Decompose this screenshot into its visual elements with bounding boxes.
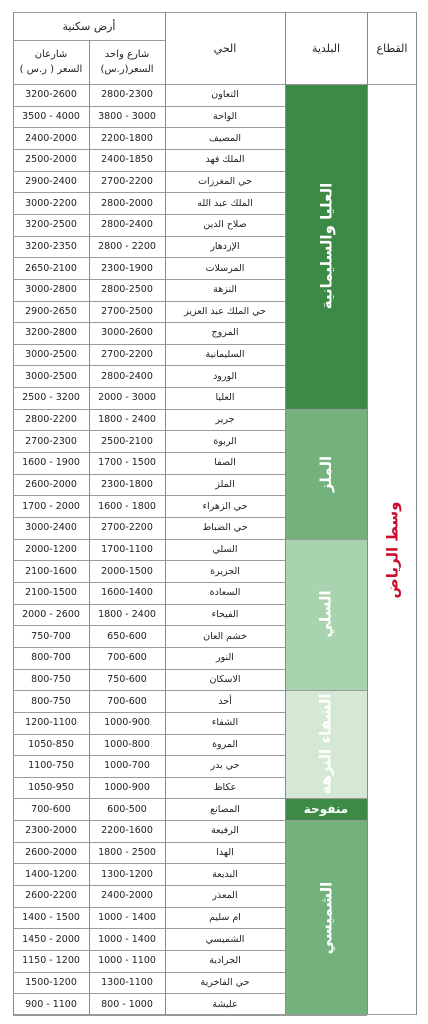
district-cell: الشميسي xyxy=(205,933,245,945)
price-two-streets-cell: 3200-2800 xyxy=(25,327,77,339)
municipality-2 xyxy=(285,409,367,539)
grid-line xyxy=(13,192,285,193)
price-one-street-cell: 1000-900 xyxy=(104,782,150,794)
price-two-streets-cell: 3200-2500 xyxy=(25,219,77,231)
price-two-streets-cell: 2000-1200 xyxy=(25,543,77,555)
price-one-street-cell: 1000 - 800 xyxy=(101,998,153,1010)
municipality-3 xyxy=(285,539,367,691)
grid-line xyxy=(13,517,285,518)
district-cell: الاسكان xyxy=(209,673,241,685)
grid-line xyxy=(13,127,285,128)
header-district: الحي xyxy=(213,41,237,55)
grid-line xyxy=(285,409,367,410)
header-one-street-label: شارع واحد xyxy=(104,49,150,60)
price-one-street-cell: 700-600 xyxy=(107,695,147,707)
price-one-street-cell: 1000-800 xyxy=(104,738,150,750)
price-two-streets-cell: 2300-2000 xyxy=(25,825,77,837)
grid-line xyxy=(13,12,417,13)
price-one-street-cell: 1300-1100 xyxy=(101,976,153,988)
header-two-streets-label: شارعان xyxy=(34,49,68,60)
grid-line xyxy=(13,171,285,172)
price-two-streets-cell: 1100 - 900 xyxy=(25,998,77,1010)
header-one-street xyxy=(89,40,165,84)
price-one-street-cell: 2500 - 1800 xyxy=(98,847,156,859)
price-one-street-cell: 2200-1800 xyxy=(101,132,153,144)
grid-line xyxy=(13,560,285,561)
price-two-streets-cell: 1500-1200 xyxy=(25,976,77,988)
header-one-street-unit: السعر(ر.س) xyxy=(100,64,154,75)
grid-line xyxy=(13,885,285,886)
price-two-streets-cell: 2650-2100 xyxy=(25,262,77,274)
district-cell: الرفيعة xyxy=(211,825,239,837)
price-one-street-cell: 2800-2000 xyxy=(101,197,153,209)
grid-line xyxy=(13,106,285,107)
header-two-streets-unit: السعر ( ر.س ) xyxy=(19,64,83,75)
price-two-streets-cell: 3200 - 2500 xyxy=(22,392,80,404)
district-cell: الملك فهد xyxy=(205,154,245,166)
price-two-streets-cell: 2800-2200 xyxy=(25,414,77,426)
price-one-street-cell: 750-600 xyxy=(107,673,147,685)
grid-line xyxy=(13,430,285,431)
district-cell: السعادة xyxy=(209,587,241,599)
district-cell: النور xyxy=(216,652,234,664)
price-two-streets-cell: 1200 - 1150 xyxy=(22,955,80,967)
district-cell: الواحة xyxy=(212,110,238,122)
price-one-street-cell: 2700-2200 xyxy=(101,349,153,361)
price-two-streets-cell: 2900-2650 xyxy=(25,305,77,317)
grid-line xyxy=(13,712,285,713)
grid-line xyxy=(13,344,285,345)
grid-line xyxy=(13,950,285,951)
municipality-label: السلي xyxy=(317,590,335,639)
grid-line xyxy=(13,734,285,735)
price-one-street-cell: 600-500 xyxy=(107,803,147,815)
grid-line xyxy=(285,12,286,1015)
district-cell: حي الملك عبد العزيز xyxy=(184,305,266,317)
price-one-street-cell: 2400-2000 xyxy=(101,890,153,902)
grid-line xyxy=(13,301,285,302)
grid-line xyxy=(13,993,285,994)
price-two-streets-cell: 2500-2000 xyxy=(25,154,77,166)
district-cell: عليشة xyxy=(212,998,238,1010)
price-two-streets-cell: 2100-1500 xyxy=(25,587,77,599)
price-one-street-cell: 2800-2300 xyxy=(101,89,153,101)
grid-line xyxy=(285,798,367,799)
grid-line xyxy=(13,236,285,237)
grid-line xyxy=(285,539,367,540)
price-one-street-cell: 1700-1100 xyxy=(101,543,153,555)
grid-line xyxy=(13,907,285,908)
district-cell: الصفا xyxy=(214,457,236,469)
sector-text: وسط الرياض xyxy=(383,501,402,598)
price-two-streets-cell: 3200-2600 xyxy=(25,89,77,101)
municipality-1 xyxy=(285,84,367,409)
district-cell: الهدا xyxy=(216,847,234,859)
grid-line xyxy=(13,257,285,258)
price-two-streets-cell: 2600-2000 xyxy=(25,479,77,490)
price-two-streets-cell: 700-600 xyxy=(31,803,71,815)
grid-line xyxy=(13,214,285,215)
grid-line xyxy=(13,474,285,475)
price-one-street-cell: 3000 - 2000 xyxy=(98,392,156,404)
price-two-streets-cell: 2600-2000 xyxy=(25,847,77,859)
price-one-street-cell: 1000-700 xyxy=(104,760,150,772)
price-one-street-cell: 2700-2200 xyxy=(101,522,153,534)
municipality-label: الشفاء النزهة xyxy=(317,693,335,795)
price-two-streets-cell: 1050-950 xyxy=(28,782,74,794)
price-one-street-cell: 3000-2600 xyxy=(101,327,153,339)
grid-line xyxy=(13,647,285,648)
price-two-streets-cell: 2600 - 2000 xyxy=(22,608,80,620)
price-one-street-cell: 1100 - 1000 xyxy=(98,955,156,967)
municipality-label: منفوحة xyxy=(303,802,349,817)
price-one-street-cell: 3000 - 3800 xyxy=(98,110,156,122)
price-two-streets-cell: 800-700 xyxy=(31,652,71,664)
price-two-streets-cell: 2400-2000 xyxy=(25,132,77,144)
district-cell: الملك عبد الله xyxy=(197,197,253,209)
district-cell: الإزدهار xyxy=(210,240,240,252)
price-two-streets-cell: 800-750 xyxy=(31,695,71,707)
price-two-streets-cell: 3000-2800 xyxy=(25,284,77,296)
district-cell: خشم العان xyxy=(203,630,247,642)
grid-line xyxy=(13,539,285,540)
price-one-street-cell: 2500-2100 xyxy=(101,435,153,447)
grid-line xyxy=(13,777,285,778)
grid-line xyxy=(13,842,285,843)
price-one-street-cell: 1300-1200 xyxy=(101,868,153,880)
district-cell: العليا xyxy=(215,392,235,404)
price-one-street-cell: 1600-1400 xyxy=(101,587,153,599)
district-cell: المصانع xyxy=(210,803,240,815)
price-one-street-cell: 2400-1850 xyxy=(101,154,153,166)
district-cell: حي بدر xyxy=(210,760,240,772)
municipality-label: الشميسي xyxy=(317,881,335,954)
price-one-street-cell: 2700-2500 xyxy=(101,305,153,317)
grid-line xyxy=(13,322,285,323)
price-one-street-cell: 2800-2400 xyxy=(101,219,153,231)
price-two-streets-cell: 800-750 xyxy=(31,673,71,685)
price-one-street-cell: 2200-1600 xyxy=(101,825,153,837)
municipality-6 xyxy=(285,820,367,1015)
grid-line xyxy=(13,1015,285,1016)
grid-line xyxy=(13,690,285,691)
district-cell: عكاظ xyxy=(213,782,237,794)
price-two-streets-cell: 3000-2500 xyxy=(25,370,77,382)
header-municipality: البلدية xyxy=(311,41,341,55)
district-cell: السليمانية xyxy=(205,349,245,361)
price-two-streets-cell: 750-700 xyxy=(31,630,71,642)
district-cell: جرير xyxy=(215,414,235,426)
price-two-streets-cell: 1500 - 1400 xyxy=(22,912,80,923)
price-two-streets-cell: 4000 - 3500 xyxy=(22,110,80,122)
district-cell: الفيحاء xyxy=(211,608,239,620)
price-one-street-cell: 1500 - 1700 xyxy=(98,457,156,469)
grid-line xyxy=(13,928,285,929)
district-cell: النزهة xyxy=(213,284,237,296)
price-one-street-cell: 1400 - 1000 xyxy=(98,933,156,945)
price-one-street-cell: 2800-2400 xyxy=(101,370,153,382)
district-cell: الجزيرة xyxy=(210,565,240,577)
municipality-5 xyxy=(285,798,367,820)
price-two-streets-cell: 2000 - 1700 xyxy=(22,500,80,512)
grid-line xyxy=(13,972,285,973)
grid-line xyxy=(13,669,285,670)
price-one-street-cell: 2200 - 2800 xyxy=(98,240,156,252)
municipality-label: العليا والسليمانية xyxy=(317,183,335,310)
price-one-street-cell: 2400 - 1800 xyxy=(98,414,156,426)
price-one-street-cell: 2300-1900 xyxy=(101,262,153,274)
district-cell: التعاون xyxy=(211,89,239,101)
price-one-street-cell: 650-600 xyxy=(107,630,147,642)
grid-line xyxy=(285,1015,367,1016)
grid-line xyxy=(13,84,285,85)
district-cell: المروج xyxy=(211,327,239,339)
grid-line xyxy=(13,820,285,821)
grid-line xyxy=(285,690,367,691)
header-residential-land: أرض سكنية xyxy=(62,19,116,33)
grid-line xyxy=(13,149,285,150)
municipality-label: الملز xyxy=(316,455,335,492)
price-one-street-cell: 1400 - 1000 xyxy=(98,912,156,923)
price-two-streets-cell: 2000 - 1450 xyxy=(22,933,80,945)
header-sector: القطاع xyxy=(376,41,408,55)
price-two-streets-cell: 2900-2400 xyxy=(25,175,77,187)
price-two-streets-cell: 1050-850 xyxy=(28,738,74,750)
price-two-streets-cell: 3200-2350 xyxy=(25,240,77,252)
grid-line xyxy=(13,279,285,280)
price-one-street-cell: 1000-900 xyxy=(104,717,150,729)
header-two-streets xyxy=(13,40,89,84)
municipality-4 xyxy=(285,690,367,798)
grid-line xyxy=(13,495,285,496)
price-one-street-cell: 2300-1800 xyxy=(101,479,153,490)
price-one-street-cell: 2000-1500 xyxy=(101,565,153,577)
price-two-streets-cell: 2700-2300 xyxy=(25,435,77,447)
district-cell: أحد xyxy=(218,695,232,707)
price-two-streets-cell: 2600-2200 xyxy=(25,890,77,902)
district-cell: حي الفاخرية xyxy=(200,976,250,988)
price-two-streets-cell: 1900 - 1600 xyxy=(22,457,80,469)
district-cell: الربوة xyxy=(213,435,237,447)
district-cell: ام سليم xyxy=(209,912,241,923)
district-cell: الورود xyxy=(213,370,237,382)
price-one-street-cell: 2700-2200 xyxy=(101,175,153,187)
district-cell: حي الزهراء xyxy=(202,500,248,512)
price-one-street-cell: 700-600 xyxy=(107,652,147,664)
grid-line xyxy=(89,40,90,1015)
grid-line xyxy=(13,798,285,799)
grid-line xyxy=(13,582,285,583)
district-cell: الملز xyxy=(215,479,235,490)
price-two-streets-cell: 3000-2200 xyxy=(25,197,77,209)
price-two-streets-cell: 1100-750 xyxy=(28,760,74,772)
grid-line xyxy=(285,820,367,821)
district-cell: البديعة xyxy=(212,868,238,880)
price-table xyxy=(13,12,417,1015)
grid-line xyxy=(13,863,285,864)
grid-line xyxy=(165,12,166,1015)
sector-label xyxy=(367,84,417,1015)
grid-line xyxy=(13,604,285,605)
price-two-streets-cell: 3000-2500 xyxy=(25,349,77,361)
grid-line xyxy=(13,387,285,388)
price-one-street-cell: 2800-2500 xyxy=(101,284,153,296)
district-cell: المصيف xyxy=(209,132,241,144)
district-cell: المرسلات xyxy=(205,262,245,274)
grid-line xyxy=(13,625,285,626)
grid-line xyxy=(13,452,285,453)
price-two-streets-cell: 3000-2400 xyxy=(25,522,77,534)
district-cell: السلي xyxy=(212,543,238,555)
price-two-streets-cell: 1200-1100 xyxy=(25,717,77,729)
grid-line xyxy=(13,365,285,366)
district-cell: الجرادية xyxy=(209,955,241,967)
district-cell: حي المغرزات xyxy=(198,175,252,187)
district-cell: الشفاء xyxy=(211,717,239,729)
price-two-streets-cell: 2100-1600 xyxy=(25,565,77,577)
grid-line xyxy=(13,755,285,756)
district-cell: حي الضباط xyxy=(202,522,248,534)
price-one-street-cell: 1800 - 1600 xyxy=(98,500,156,512)
grid-line xyxy=(13,12,14,1015)
price-two-streets-cell: 1400-1200 xyxy=(25,868,77,880)
district-cell: المروة xyxy=(212,738,238,750)
price-one-street-cell: 2400 - 1800 xyxy=(98,608,156,620)
district-cell: المعذر xyxy=(212,890,238,902)
district-cell: صلاح الدين xyxy=(203,219,247,231)
grid-line xyxy=(13,409,285,410)
